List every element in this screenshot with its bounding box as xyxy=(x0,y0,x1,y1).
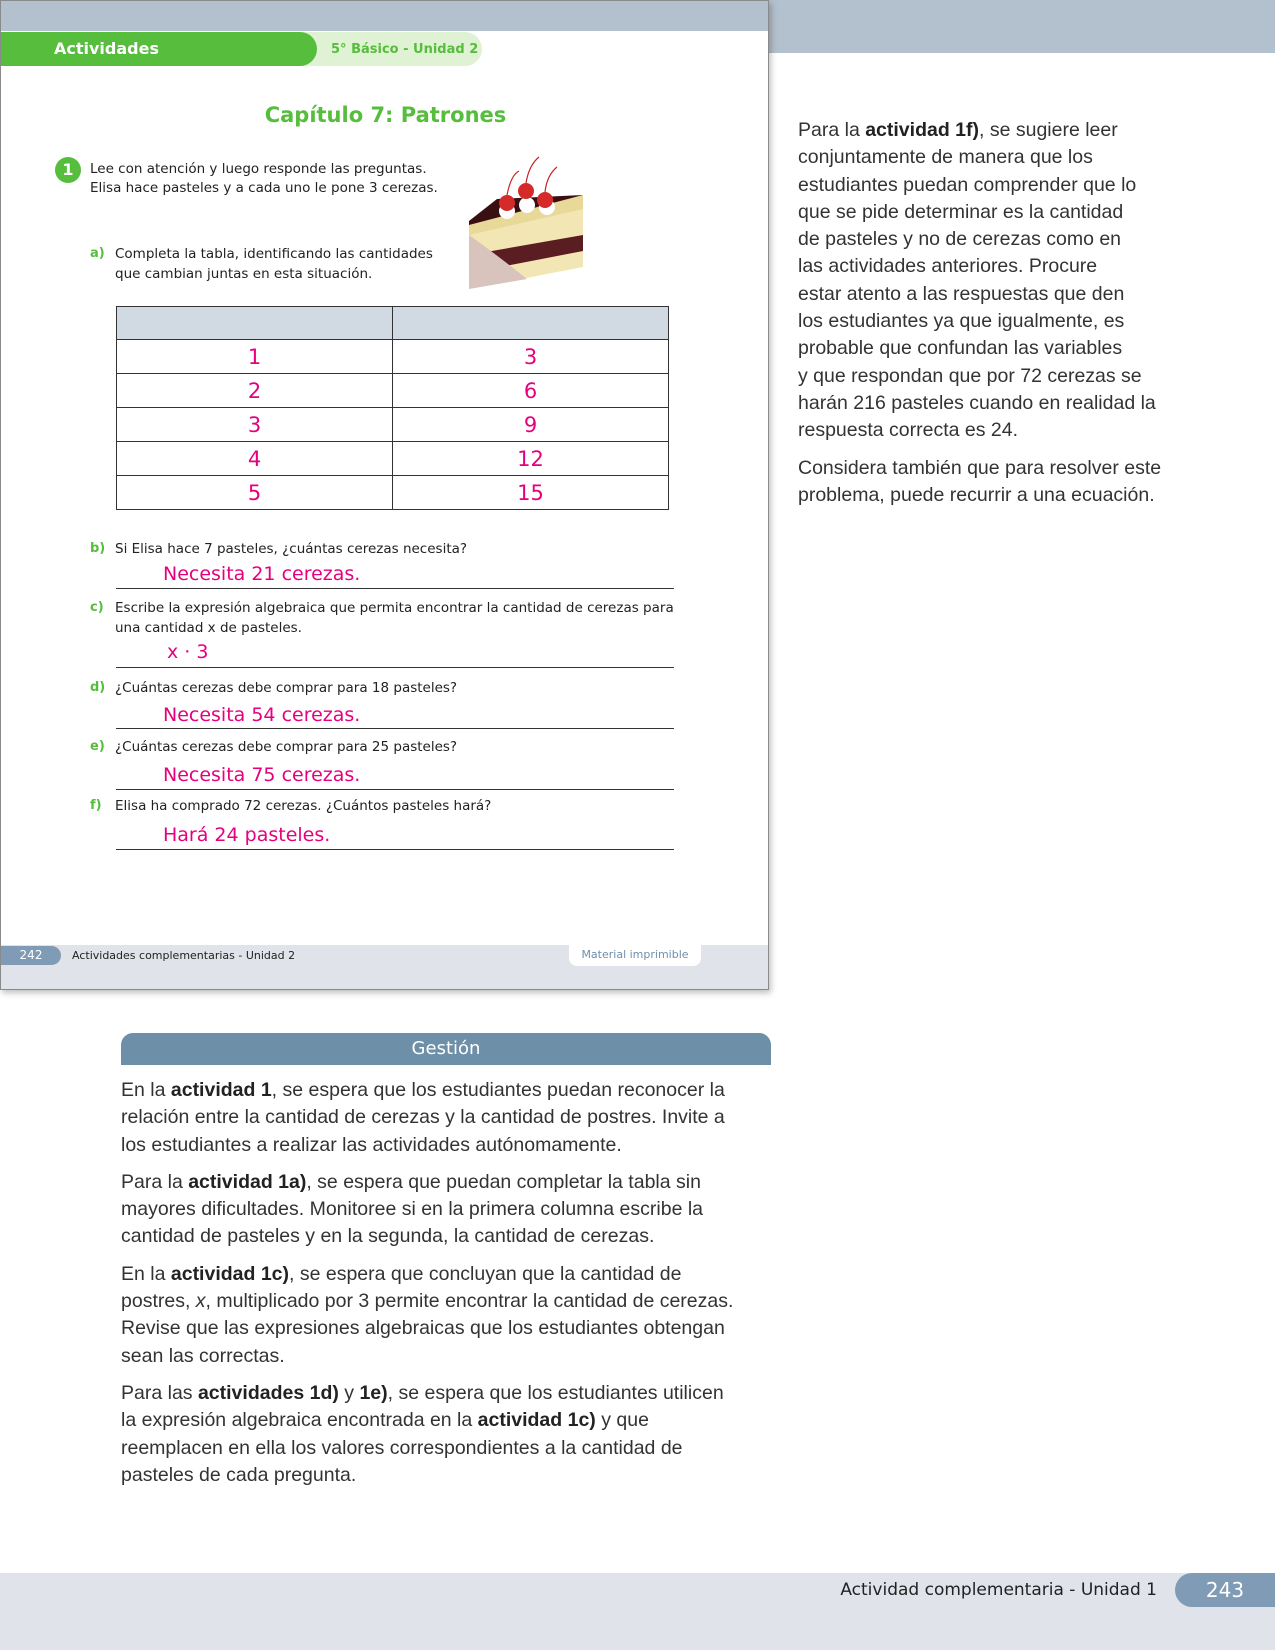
question-b-label: b) xyxy=(90,541,106,556)
table-row xyxy=(117,374,669,408)
gestion-heading: Gestión xyxy=(121,1033,771,1065)
level-tab: 5° Básico - Unidad 2 xyxy=(281,32,482,66)
table-cell: 15 xyxy=(393,476,669,510)
table-row xyxy=(117,340,669,374)
page-header-band xyxy=(1,1,769,31)
question-a-text-2: que cambian juntas en esta situación. xyxy=(115,266,373,282)
activity-number-badge: 1 xyxy=(55,157,81,183)
header-cell-pasteles xyxy=(117,307,393,340)
printable-page xyxy=(0,0,769,990)
right-column-notes xyxy=(798,117,1258,509)
section-tab: Actividades complementarias xyxy=(1,32,317,66)
answer-b: Necesita 21 cerezas. xyxy=(163,563,361,585)
table-cell: 3 xyxy=(117,408,393,442)
intro-line-1: Lee con atención y luego responde las preguntas. xyxy=(90,161,427,177)
question-d-text: ¿Cuántas cerezas debe comprar para 18 pasteles? xyxy=(115,680,458,696)
footer-text: Actividad complementaria - Unidad 1 xyxy=(840,1580,1157,1600)
gestion-body xyxy=(121,1077,781,1489)
table-cell: 2 xyxy=(117,374,393,408)
page-number: 243 xyxy=(1175,1573,1275,1607)
answer-e: Necesita 75 cerezas. xyxy=(163,764,361,786)
table-row xyxy=(117,442,669,476)
cake-illustration xyxy=(467,155,589,289)
question-c-text-2: una cantidad x de pasteles. xyxy=(115,620,302,636)
question-a-label: a) xyxy=(90,246,105,261)
data-table xyxy=(116,306,669,510)
table-row xyxy=(117,408,669,442)
page-title: Capítulo 7: Patrones xyxy=(264,103,507,127)
question-c-text: Escribe la expresión algebraica que permita encontrar la cantidad de cerezas para xyxy=(115,600,674,616)
question-c-label: c) xyxy=(90,600,104,615)
gestion-paragraph-1c: En la actividad 1c), se espera que concluyan que la cantidad de postres, x, multiplicado por 3 permite encontrar la cantidad de cerezas. Revise que las expresiones algebraicas que los estudiantes obtengan sean las correctas. xyxy=(121,1262,734,1367)
question-e-text: ¿Cuántas cerezas debe comprar para 25 pasteles? xyxy=(115,739,458,755)
table-row xyxy=(117,476,669,510)
table-cell: 6 xyxy=(393,374,669,408)
table-cell: 9 xyxy=(393,408,669,442)
answer-d: Necesita 54 cerezas. xyxy=(163,704,361,726)
gestion-paragraph-1: En la actividad 1, se espera que los estudiantes puedan reconocer la relación entre la cantidad de cerezas y la cantidad de postres. Invite a los estudiantes a realizar las actividades autónomamente. xyxy=(121,1079,725,1156)
answer-line xyxy=(116,789,674,790)
question-b-text: Si Elisa hace 7 pasteles, ¿cuántas cerezas necesita? xyxy=(115,541,468,557)
note-paragraph-ecuacion: Considera también que para resolver este problema, puede recurrir a una ecuación. xyxy=(798,456,1162,506)
gestion-paragraph-1a: Para la actividad 1a), se espera que puedan completar la tabla sin mayores dificultades. Monitoree si en la primera columna escribe la cantidad de pasteles y en la segunda, la cantidad de cerezas. xyxy=(121,1170,704,1248)
question-a-text: Completa la tabla, identificando las cantidades xyxy=(115,246,433,262)
table-cell: 1 xyxy=(117,340,393,374)
header-cell-cerezas xyxy=(393,307,669,340)
answer-c: x · 3 xyxy=(167,641,209,663)
table-cell: 4 xyxy=(117,442,393,476)
answer-line xyxy=(116,849,674,850)
answer-f: Hará 24 pasteles. xyxy=(163,824,331,846)
printable-material-tag: Material imprimible xyxy=(569,945,701,966)
question-f-label: f) xyxy=(90,798,102,813)
footer-text: Actividades complementarias - Unidad 2 xyxy=(72,949,296,962)
question-f-text: Elisa ha comprado 72 cerezas. ¿Cuántos pasteles hará? xyxy=(115,798,492,814)
answer-line xyxy=(116,667,674,668)
note-paragraph-1f: Para la actividad 1f), se sugiere leer conjuntamente de manera que los estudiantes puedan comprender que lo que se pide determinar es la cantidad de pasteles y no de cerezas como en las actividades anteriores. Procure estar atento a las respuestas que den los estudiantes ya que igualmente, es probable que confundan las variables y que respondan que por 72 cerezas se harán 216 pasteles cuando en realidad la respuesta correcta es 24. xyxy=(798,119,1156,442)
table-cell: 3 xyxy=(393,340,669,374)
intro-line-2: Elisa hace pasteles y a cada uno le pone 3 cerezas. xyxy=(90,180,438,196)
table-header-row xyxy=(117,307,669,340)
page-number: 242 xyxy=(1,946,61,965)
gestion-paragraph-1d-1e: Para las actividades 1d) y 1e), se espera que los estudiantes utilicen la expresión algebraica encontrada en la actividad 1c) y que reemplacen en ella los valores correspondientes a la cantidad de pasteles de cada pregunta. xyxy=(121,1381,724,1486)
question-e-label: e) xyxy=(90,739,105,754)
question-d-label: d) xyxy=(90,680,106,695)
right-page-header-band xyxy=(768,0,1275,53)
table-cell: 5 xyxy=(117,476,393,510)
table-cell: 12 xyxy=(393,442,669,476)
answer-line xyxy=(116,728,674,729)
answer-line xyxy=(116,588,674,589)
